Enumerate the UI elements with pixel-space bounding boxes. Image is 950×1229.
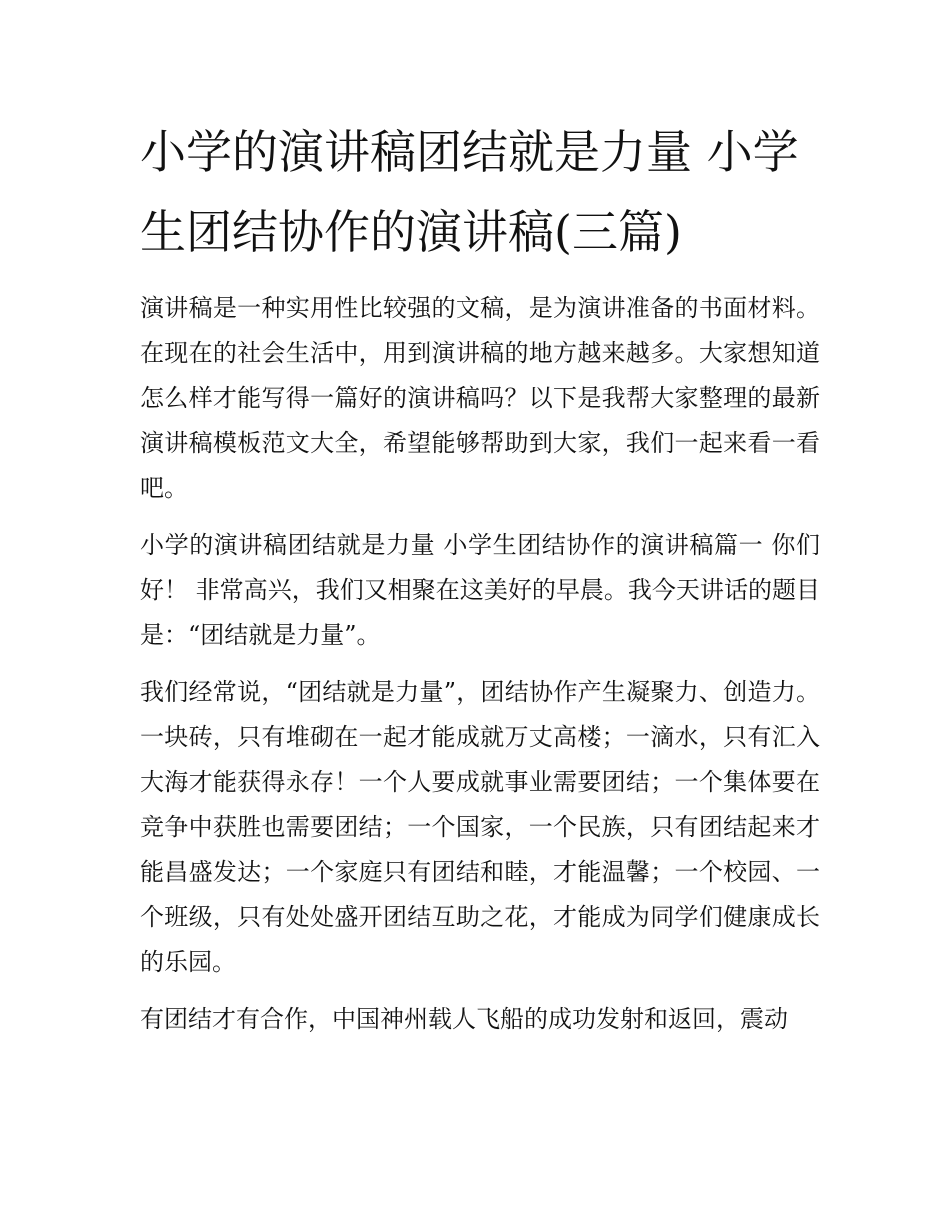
- paragraph-intro: 演讲稿是一种实用性比较强的文稿，是为演讲准备的书面材料。在现在的社会生活中，用到演讲稿的地方越来越多。大家想知道怎么样才能写得一篇好的演讲稿吗？以下是我帮大家整理的最新演讲稿模板范文大全，希望能够帮助到大家，我们一起来看一看吧。: [140, 294, 820, 502]
- document-title: 小学的演讲稿团结就是力量 小学生团结协作的演讲稿(三篇): [140, 125, 799, 259]
- document-body: [140, 112, 820, 1054]
- paragraph-cooperation: 有团结才有合作，中国神州载人飞船的成功发射和返回，震动: [140, 1005, 788, 1033]
- paragraph-unity: 我们经常说，“团结就是力量”，团结协作产生凝聚力、创造力。一块砖，只有堆砌在一起才能成就万丈高楼；一滴水，只有汇入大海才能获得永存！一个人要成就事业需要团结；一个集体要在竞争中获胜也需要团结；一个国家，一个民族，只有团结起来才能昌盛发达；一个家庭只有团结和睦，才能温馨；一个校园、一个班级，只有处处盛开团结互助之花，才能成为同学们健康成长的乐园。: [140, 678, 820, 976]
- paragraph-greeting: 小学的演讲稿团结就是力量 小学生团结协作的演讲稿篇一 你们好！ 非常高兴，我们又相聚在这美好的早晨。我今天讲话的题目是：“团结就是力量”。: [140, 531, 820, 649]
